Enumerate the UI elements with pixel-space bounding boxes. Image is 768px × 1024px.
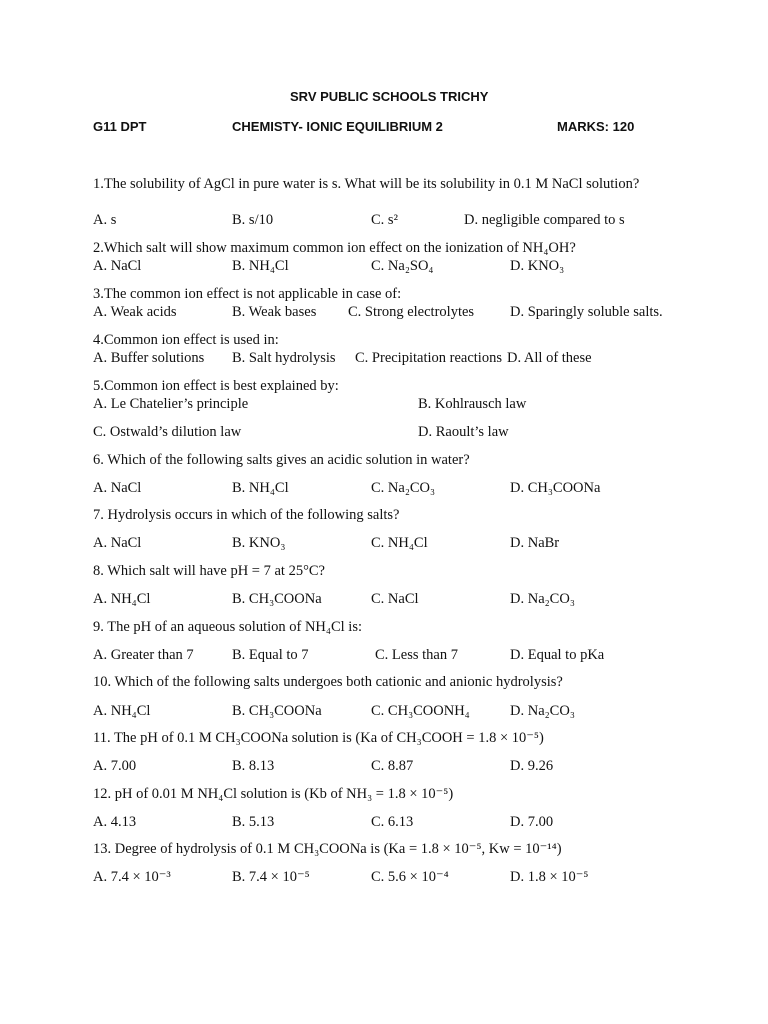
question-5 xyxy=(93,378,693,395)
option-b: B. CH₃COONa xyxy=(232,591,322,607)
question-text: 3.The common ion effect is not applicable in case of: xyxy=(93,286,402,302)
question-text: 11. The pH of 0.1 M CH₃COONa solution is (Ka of CH₃COOH = 1.8 × 10⁻⁵) xyxy=(93,730,544,746)
subject-title: CHEMISTY- IONIC EQUILIBRIUM 2 xyxy=(232,119,443,134)
question-text: 2.Which salt will show maximum common ion effect on the ionization of NH₄OH? xyxy=(93,240,576,256)
question-text: 10. Which of the following salts undergoes both cationic and anionic hydrolysis? xyxy=(93,674,563,690)
question-1 xyxy=(93,176,693,193)
option-a: A. NaCl xyxy=(93,480,142,496)
option-c: C. Precipitation reactions xyxy=(355,350,502,366)
option-c: C. Na₂CO₃ xyxy=(371,480,436,496)
option-d: D. CH₃COONa xyxy=(510,480,601,496)
question-text: 7. Hydrolysis occurs in which of the following salts? xyxy=(93,507,400,523)
option-a: A. Buffer solutions xyxy=(93,350,205,366)
question-2 xyxy=(93,240,693,257)
option-c: C. 5.6 × 10⁻⁴ xyxy=(371,869,449,885)
question-text: 8. Which salt will have pH = 7 at 25°C? xyxy=(93,563,325,579)
option-b: B. KNO₃ xyxy=(232,535,286,551)
option-d: D. Na₂CO₃ xyxy=(510,703,575,719)
option-c: C. NaCl xyxy=(371,591,419,607)
option-d: D. 1.8 × 10⁻⁵ xyxy=(510,869,589,885)
option-b: B. NH₄Cl xyxy=(232,258,289,274)
option-a: A. 7.00 xyxy=(93,758,137,774)
question-3 xyxy=(93,286,693,303)
option-c: C. NH₄Cl xyxy=(371,535,428,551)
option-a: A. Weak acids xyxy=(93,304,177,320)
option-a: A. 4.13 xyxy=(93,814,137,830)
option-a: A. 7.4 × 10⁻³ xyxy=(93,869,171,885)
question-text: 12. pH of 0.01 M NH₄Cl solution is (Kb of NH₃ = 1.8 × 10⁻⁵) xyxy=(93,786,454,802)
option-c: C. 8.87 xyxy=(371,758,414,774)
option-b: B. Equal to 7 xyxy=(232,647,309,663)
option-d: D. Raoult’s law xyxy=(418,424,509,440)
option-b: B. 7.4 × 10⁻⁵ xyxy=(232,869,310,885)
question-text: 13. Degree of hydrolysis of 0.1 M CH₃COONa is (Ka = 1.8 × 10⁻⁵, Kw = 10⁻¹⁴) xyxy=(93,841,562,857)
question-9 xyxy=(93,619,693,636)
marks-label: MARKS: 120 xyxy=(557,119,635,134)
option-b: B. CH₃COONa xyxy=(232,703,322,719)
question-text: 9. The pH of an aqueous solution of NH₄Cl is: xyxy=(93,619,362,635)
option-d: D. Na₂CO₃ xyxy=(510,591,575,607)
option-d: D. 9.26 xyxy=(510,758,554,774)
option-d: D. KNO₃ xyxy=(510,258,565,274)
option-a: A. NaCl xyxy=(93,535,142,551)
question-13 xyxy=(93,841,693,858)
question-8 xyxy=(93,563,693,580)
option-c: C. Na₂SO₄ xyxy=(371,258,434,274)
option-b: B. 8.13 xyxy=(232,758,275,774)
question-text: 5.Common ion effect is best explained by: xyxy=(93,378,339,394)
option-b: B. Salt hydrolysis xyxy=(232,350,336,366)
option-b: B. s/10 xyxy=(232,212,274,228)
option-d: D. All of these xyxy=(507,350,592,366)
question-text: 1.The solubility of AgCl in pure water is s. What will be its solubility in 0.1 M NaCl solution? xyxy=(93,176,640,192)
option-a: A. NH₄Cl xyxy=(93,703,151,719)
option-c: C. 6.13 xyxy=(371,814,414,830)
question-6 xyxy=(93,452,693,469)
option-b: B. NH₄Cl xyxy=(232,480,289,496)
option-b: B. Weak bases xyxy=(232,304,317,320)
option-d: D. NaBr xyxy=(510,535,560,551)
question-text: 4.Common ion effect is used in: xyxy=(93,332,279,348)
option-c: C. Strong electrolytes xyxy=(348,304,475,320)
option-d: D. 7.00 xyxy=(510,814,554,830)
option-d: D. negligible compared to s xyxy=(464,212,625,228)
option-a: A. NH₄Cl xyxy=(93,591,151,607)
question-10 xyxy=(93,674,693,691)
option-d: D. Sparingly soluble salts. xyxy=(510,304,663,320)
option-a: A. NaCl xyxy=(93,258,142,274)
question-text: 6. Which of the following salts gives an acidic solution in water? xyxy=(93,452,470,468)
option-c: C. s² xyxy=(371,212,398,228)
option-b: B. 5.13 xyxy=(232,814,275,830)
question-4 xyxy=(93,332,693,349)
option-b: B. Kohlrausch law xyxy=(418,396,527,412)
option-a: A. s xyxy=(93,212,117,228)
option-c: C. Ostwald’s dilution law xyxy=(93,424,242,440)
option-c: C. CH₃COONH₄ xyxy=(371,703,470,719)
option-a: A. Le Chatelier’s principle xyxy=(93,396,249,412)
option-d: D. Equal to pKa xyxy=(510,647,605,663)
option-a: A. Greater than 7 xyxy=(93,647,194,663)
school-title: SRV PUBLIC SCHOOLS TRICHY xyxy=(290,89,489,104)
question-12 xyxy=(93,786,693,803)
grade-label: G11 DPT xyxy=(93,119,147,134)
question-7 xyxy=(93,507,693,524)
option-c: C. Less than 7 xyxy=(375,647,458,663)
question-11 xyxy=(93,730,693,747)
